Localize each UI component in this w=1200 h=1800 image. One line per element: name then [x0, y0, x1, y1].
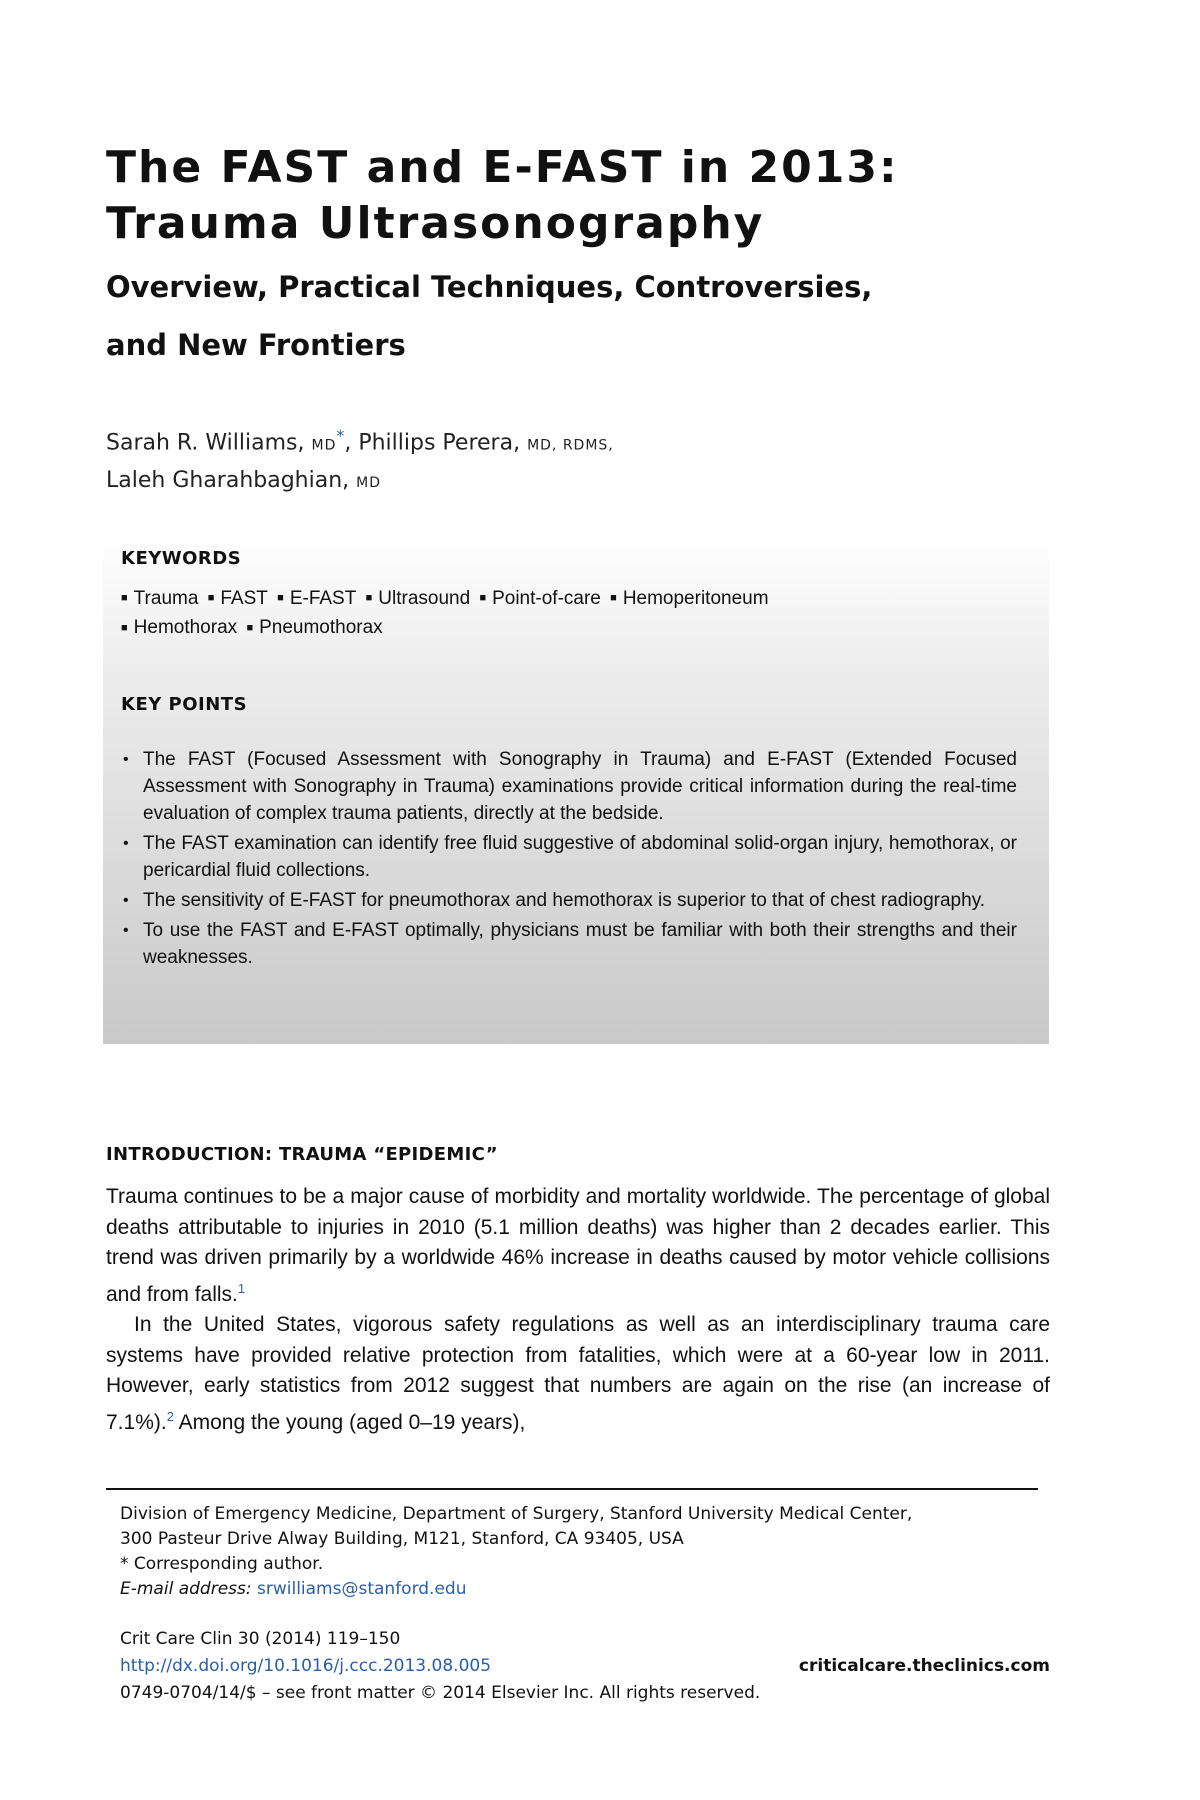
square-bullet-icon: ■	[365, 592, 373, 605]
corresponding-author-note: * Corresponding author.	[120, 1554, 324, 1574]
keywords-keypoints-box	[103, 532, 1049, 1044]
square-bullet-icon: ■	[479, 592, 487, 605]
keyword-item: ■ Pneumothorax	[246, 617, 383, 639]
copyright: 0749-0704/14/$ – see front matter © 2014 Elsevier Inc. All rights reserved.	[120, 1683, 761, 1703]
title-line-2: Trauma Ultrasonography	[106, 198, 765, 249]
author-list: Sarah R. Williams, MD*, Phillips Perera, MD, RDMS, Laleh Gharahbaghian, MD	[106, 426, 614, 494]
square-bullet-icon: ■	[121, 621, 128, 634]
email-link[interactable]: srwilliams@stanford.edu	[257, 1579, 467, 1599]
subtitle-line-2: and New Frontiers	[106, 328, 406, 362]
citation: Crit Care Clin 30 (2014) 119–150	[120, 1629, 401, 1649]
reference-link[interactable]: 2	[166, 1408, 174, 1424]
reference-link[interactable]: 1	[237, 1280, 246, 1296]
author-1-name: Sarah R. Williams,	[106, 430, 305, 456]
email-line	[120, 1577, 1050, 1602]
paragraph: Trauma continues to be a major cause of morbidity and mortality worldwide. The percentage of global deaths attributable to injuries in 2010 (5.1 million deaths) was higher than 2 decades earlier. This trend was driven primarily by a worldwide 46% increase in deaths caused by motor vehicle collisions and from falls.$^1$	[106, 1185, 1050, 1306]
keyword-item: ■ Trauma	[121, 588, 199, 609]
author-2-degree: MD, RDMS,	[527, 437, 614, 454]
keyword-item: ■ Point-of-care	[479, 588, 601, 609]
author-1-degree: MD	[311, 437, 337, 454]
square-bullet-icon: ■	[610, 592, 617, 605]
footnote-divider	[106, 1488, 1038, 1490]
email-label: E-mail address:	[120, 1579, 252, 1599]
introduction-body	[106, 1182, 1050, 1438]
author-3-name: Laleh Gharahbaghian,	[106, 468, 350, 494]
keywords-heading: KEYWORDS	[121, 548, 242, 569]
introduction-heading: INTRODUCTION: TRAUMA “EPIDEMIC”	[106, 1144, 498, 1165]
author-3-degree: MD	[356, 475, 382, 492]
keyword-item: ■ FAST	[207, 588, 268, 609]
affiliation-line: Division of Emergency Medicine, Department of Surgery, Stanford University Medical Center,	[120, 1504, 913, 1524]
square-bullet-icon: ■	[121, 592, 128, 605]
key-point-item: • The FAST examination can identify free fluid suggestive of abdominal solid-organ injury, hemothorax, or pericardial fluid collections.	[121, 830, 1017, 884]
journal-site: criticalcare.theclinics.com	[798, 1656, 1050, 1676]
square-bullet-icon: ■	[207, 592, 215, 605]
key-points-heading: KEY POINTS	[121, 694, 248, 715]
keywords-list	[121, 584, 1021, 643]
corresponding-author-mark[interactable]: *	[336, 426, 345, 445]
subtitle-line-1: Overview, Practical Techniques, Controversies,	[106, 270, 873, 304]
key-point-item: • The FAST (Focused Assessment with Sonography in Trauma) and E-FAST (Extended Focused Assessment with Sonography in Trauma) examinations provide critical information during the real-time evaluation of complex trauma patients, directly at the bedside.	[121, 746, 1017, 827]
affiliation-line: 300 Pasteur Drive Alway Building, M121, Stanford, CA 93405, USA	[120, 1529, 684, 1549]
journal-info	[120, 1626, 1050, 1707]
key-points-list	[121, 746, 1017, 974]
article-title	[106, 140, 1086, 252]
doi-link[interactable]: http://dx.doi.org/10.1016/j.ccc.2013.08.005	[120, 1656, 492, 1676]
keyword-item: ■ E-FAST	[277, 588, 357, 609]
square-bullet-icon: ■	[246, 621, 254, 634]
title-line-1: The FAST and E-FAST in 2013:	[106, 142, 899, 193]
author-2-name: Phillips Perera,	[358, 430, 521, 456]
key-point-item: • To use the FAST and E-FAST optimally, physicians must be familiar with both their strengths and their weaknesses.	[121, 917, 1017, 971]
keyword-item: ■ Ultrasound	[365, 588, 471, 609]
footnotes	[120, 1502, 1050, 1602]
keyword-item: ■ Hemoperitoneum	[610, 588, 769, 609]
key-point-item: • The sensitivity of E-FAST for pneumothorax and hemothorax is superior to that of chest radiography.	[121, 887, 1017, 914]
keyword-item: ■ Hemothorax	[121, 617, 238, 639]
article-subtitle	[106, 258, 1086, 374]
paragraph: In the United States, vigorous safety regulations as well as an interdisciplinary trauma care systems have provided relative protection from fatalities, which were at a 60-year low in 2011. However, early statistics from 2012 suggest that numbers are again on the rise (an increase of 7.1%).$^2$ Among the young (aged 0–19 years),	[106, 1313, 1050, 1434]
square-bullet-icon: ■	[277, 592, 284, 605]
